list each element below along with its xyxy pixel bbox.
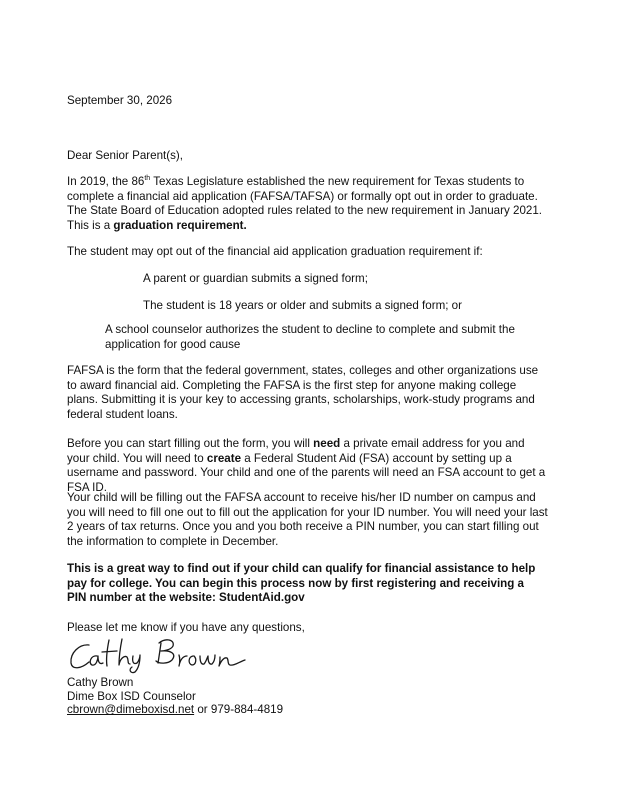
closing-line: Please let me know if you have any questions, (67, 621, 305, 634)
p4-need: need (313, 437, 341, 450)
p1-bold: graduation requirement. (113, 218, 247, 232)
salutation: Dear Senior Parent(s), (67, 149, 183, 162)
p1-text-b: Texas Legislature established the new requirement for Texas students to complete a financial aid application (FAFSA/TAFSA) or formally opt out in order to graduate. The State Board of Education adopted rules related to the new requirement in January 2021. This is a (67, 175, 543, 232)
paragraph-opt-out: The student may opt out of the financial aid application graduation requirement if: (67, 245, 483, 258)
paragraph-fafsa-description: FAFSA is the form that the federal government, states, colleges and other organizations use to award financial aid. Completing the FAFSA is the first step for anyone making college plans. Submitting it is your key to accessing grants, scholarships, work-study programs and federal student loans. (67, 364, 539, 421)
paragraph-legislature (67, 175, 547, 233)
p4-text-c: a Federal Student Aid (FSA) account by setting up a username and password. Your child and one of the parents will need an FSA account to get a FSA ID. (67, 451, 546, 494)
paragraph-fsa-account (67, 437, 549, 495)
opt-out-condition-3: A school counselor authorizes the student to decline to complete and submit the application for good cause (105, 323, 515, 351)
signer-title: Dime Box ISD Counselor (67, 689, 196, 703)
letter-date: September 30, 2026 (67, 94, 173, 107)
p4-text-a: Before you can start filling out the form, you will (67, 437, 314, 450)
email-link[interactable]: cbrown@dimeboxisd.net (67, 703, 195, 717)
p4-text-b: a private email address for you and your child. You will need to (67, 437, 525, 465)
handwritten-signature (67, 636, 247, 674)
phone-number: or 979-884-4819 (194, 703, 284, 717)
p1-text-a: In 2019, the 86 (67, 175, 145, 188)
signature-block (67, 676, 283, 717)
signer-name: Cathy Brown (67, 676, 134, 689)
p1-superscript: th (144, 175, 151, 183)
paragraph-great-way: This is a great way to find out if your child can qualify for financial assistance to help pay for college. You can begin this process now by first registering and receiving a PIN number at the website: StudentAid.gov (67, 562, 536, 605)
p4-create: create (206, 451, 242, 465)
opt-out-condition-1: A parent or guardian submits a signed form; (143, 272, 368, 285)
paragraph-filling-out: Your child will be filling out the FAFSA account to receive his/her ID number on campus and you will need to fill one out to fill out the application for your ID number. You will need your last 2 years of tax returns. Once you and you both receive a PIN number, you can start filling out the information to complete in December. (67, 491, 548, 548)
opt-out-condition-2: The student is 18 years or older and submits a signed form; or (143, 299, 462, 312)
